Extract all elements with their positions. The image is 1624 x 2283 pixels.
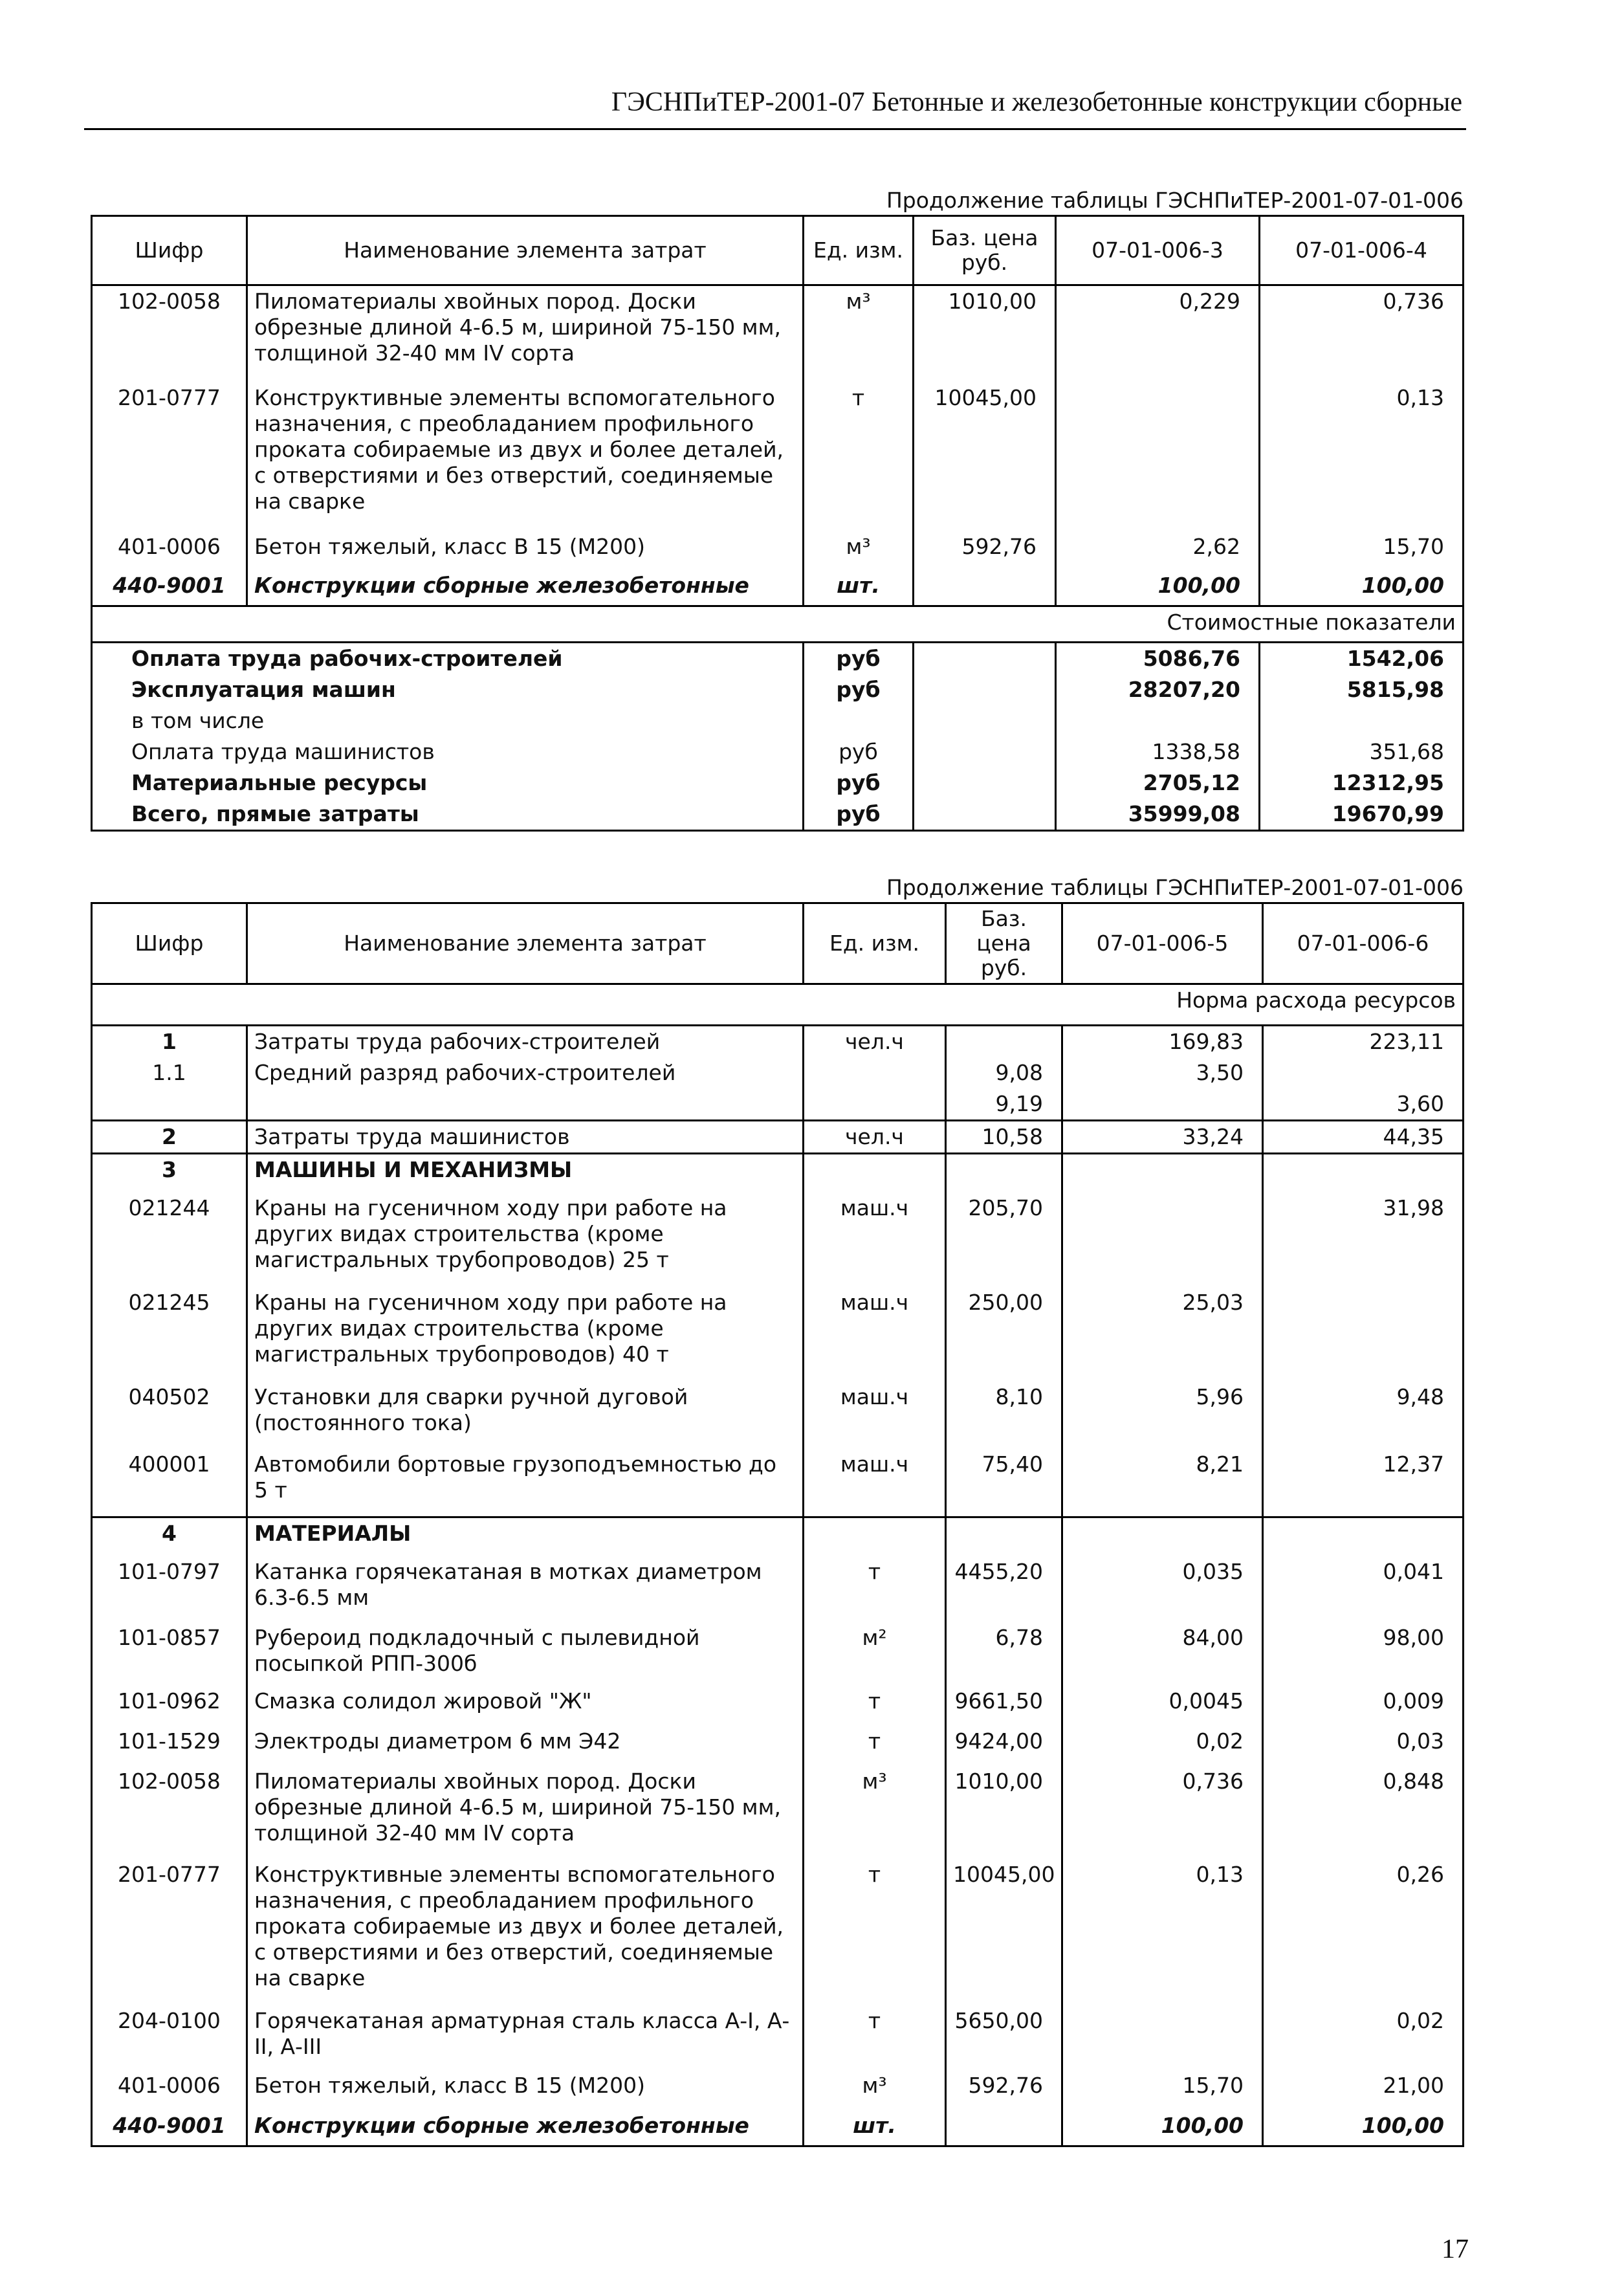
row-price: 9424,00 xyxy=(946,1726,1062,1766)
row-name: Затраты труда рабочих-строителей xyxy=(247,1026,804,1058)
row-name: Горячекатаная арматурная сталь класса А-I, А-II, А-III xyxy=(247,2005,804,2070)
row-value-2 xyxy=(1263,1154,1464,1193)
row-name: Бетон тяжелый, класс В 15 (М200) xyxy=(247,531,804,570)
row-unit: т xyxy=(804,1726,946,1766)
section-title-row xyxy=(92,984,1464,1026)
table2-header-row xyxy=(92,903,1464,984)
row-unit xyxy=(804,1517,946,1556)
row-name: Электроды диаметром 6 мм Э42 xyxy=(247,1726,804,1766)
row-code: 1.1 xyxy=(92,1057,247,1088)
row-price xyxy=(914,570,1056,606)
row-price: 8,10 xyxy=(946,1382,1062,1449)
cost-price-empty xyxy=(914,674,1056,705)
row-code: 040502 xyxy=(92,1382,247,1449)
table-row xyxy=(92,570,1464,606)
row-name: Затраты труда машинистов xyxy=(247,1121,804,1154)
row-price: 75,40 xyxy=(946,1449,1062,1517)
col-header-name: Наименование элемента затрат xyxy=(247,903,804,984)
row-value-2: 0,736 xyxy=(1260,285,1464,382)
row-value-1: 15,70 xyxy=(1062,2070,1263,2110)
row-value-2: 12,37 xyxy=(1263,1449,1464,1517)
section-row xyxy=(92,1154,1464,1193)
row-name: Конструктивные элементы вспомогательного назначения, с преобладанием профильного проката собираемые из двух и более деталей, с отверстиями и без отверстий, соединяемые на сварке xyxy=(247,382,804,531)
col-header-code: Шифр xyxy=(92,216,247,285)
row-code: 3 xyxy=(92,1154,247,1193)
cost-value-1: 2705,12 xyxy=(1056,767,1260,799)
row-unit: маш.ч xyxy=(804,1193,946,1287)
row-name: Смазка солидол жировой "Ж" xyxy=(247,1686,804,1726)
table-row xyxy=(92,1121,1464,1154)
table-row xyxy=(92,1088,1464,1121)
row-unit: т xyxy=(804,1686,946,1726)
row-price xyxy=(946,1154,1062,1193)
row-name: Установки для сварки ручной дуговой (постоянного тока) xyxy=(247,1382,804,1449)
row-value-1: 0,02 xyxy=(1062,1726,1263,1766)
cost-value-1: 35999,08 xyxy=(1056,799,1260,831)
row-value-2: 0,26 xyxy=(1263,1859,1464,2005)
row-value-1: 8,21 xyxy=(1062,1449,1263,1517)
cost-unit: руб xyxy=(804,767,914,799)
row-value-1 xyxy=(1062,1517,1263,1556)
row-price: 1010,00 xyxy=(946,1766,1062,1859)
row-unit: т xyxy=(804,382,914,531)
row-code: 440-9001 xyxy=(92,570,247,606)
table1-caption: Продолжение таблицы ГЭСНПиТЕР-2001-07-01-006 xyxy=(886,188,1464,213)
row-name: Краны на гусеничном ходу при работе на других видах строительства (кроме магистральных трубопроводов) 40 т xyxy=(247,1287,804,1382)
running-header: ГЭСНПиТЕР-2001-07 Бетонные и железобетонные конструкции сборные xyxy=(611,87,1462,117)
row-value-1: 33,24 xyxy=(1062,1121,1263,1154)
row-value-2: 0,848 xyxy=(1263,1766,1464,1859)
row-price: 9,19 xyxy=(946,1088,1062,1121)
row-value-1: 0,0045 xyxy=(1062,1686,1263,1726)
row-price: 250,00 xyxy=(946,1287,1062,1382)
row-code: 102-0058 xyxy=(92,1766,247,1859)
row-value-1: 169,83 xyxy=(1062,1026,1263,1058)
row-value-1: 3,50 xyxy=(1062,1057,1263,1088)
col-header-code: Шифр xyxy=(92,903,247,984)
row-value-1 xyxy=(1062,1154,1263,1193)
table-row xyxy=(92,1026,1464,1058)
col-header-variant-6: 07-01-006-6 xyxy=(1263,903,1464,984)
row-value-1: 100,00 xyxy=(1062,2110,1263,2146)
cost-value-2 xyxy=(1260,705,1464,736)
cost-value-1: 1338,58 xyxy=(1056,736,1260,767)
table-row xyxy=(92,531,1464,570)
col-header-unit: Ед. изм. xyxy=(804,216,914,285)
row-unit: маш.ч xyxy=(804,1382,946,1449)
cost-row xyxy=(92,643,1464,675)
row-code: 1 xyxy=(92,1026,247,1058)
cost-price-empty xyxy=(914,643,1056,675)
row-price: 10045,00 xyxy=(914,382,1056,531)
row-code: 102-0058 xyxy=(92,285,247,382)
row-value-2: 0,13 xyxy=(1260,382,1464,531)
row-unit: м² xyxy=(804,1622,946,1686)
cost-value-2: 1542,06 xyxy=(1260,643,1464,675)
cost-value-2: 351,68 xyxy=(1260,736,1464,767)
row-value-1: 100,00 xyxy=(1056,570,1260,606)
row-code: 101-0797 xyxy=(92,1556,247,1622)
row-name: Рубероид подкладочный с пылевидной посыпкой РПП-300б xyxy=(247,1622,804,1686)
table-row xyxy=(92,382,1464,531)
cost-value-1 xyxy=(1056,705,1260,736)
header-rule xyxy=(84,128,1466,130)
cost-value-2: 12312,95 xyxy=(1260,767,1464,799)
row-name: Конструкции сборные железобетонные xyxy=(247,2110,804,2146)
row-unit: маш.ч xyxy=(804,1449,946,1517)
row-code: 021245 xyxy=(92,1287,247,1382)
row-value-1: 84,00 xyxy=(1062,1622,1263,1686)
row-unit: м³ xyxy=(804,285,914,382)
table-row xyxy=(92,285,1464,382)
cost-name: в том числе xyxy=(92,705,804,736)
row-value-1: 25,03 xyxy=(1062,1287,1263,1382)
table-row xyxy=(92,1556,1464,1622)
row-value-1 xyxy=(1062,2005,1263,2070)
row-unit: чел.ч xyxy=(804,1121,946,1154)
row-price: 9,08 xyxy=(946,1057,1062,1088)
col-header-variant-5: 07-01-006-5 xyxy=(1062,903,1263,984)
row-value-2: 0,009 xyxy=(1263,1686,1464,1726)
row-code: 401-0006 xyxy=(92,531,247,570)
table-row xyxy=(92,1287,1464,1382)
norm-section-title: Норма расхода ресурсов xyxy=(92,984,1464,1026)
row-unit: т xyxy=(804,1859,946,2005)
row-price: 6,78 xyxy=(946,1622,1062,1686)
table-row xyxy=(92,1622,1464,1686)
cost-row-total xyxy=(92,799,1464,831)
table-row xyxy=(92,1766,1464,1859)
cost-unit xyxy=(804,705,914,736)
row-value-2: 44,35 xyxy=(1263,1121,1464,1154)
cost-price-empty xyxy=(914,736,1056,767)
row-value-2: 3,60 xyxy=(1263,1088,1464,1121)
row-unit xyxy=(804,1088,946,1121)
row-name: Пиломатериалы хвойных пород. Доски обрезные длиной 4-6.5 м, шириной 75-150 мм, толщиной 32-40 мм IV сорта xyxy=(247,1766,804,1859)
row-unit: шт. xyxy=(804,570,914,606)
row-name: Бетон тяжелый, класс В 15 (М200) xyxy=(247,2070,804,2110)
col-header-price: Баз. цена руб. xyxy=(914,216,1056,285)
row-price: 5650,00 xyxy=(946,2005,1062,2070)
cost-name: Оплата труда рабочих-строителей xyxy=(92,643,804,675)
cost-unit: руб xyxy=(804,643,914,675)
row-name xyxy=(247,1088,804,1121)
row-value-2: 98,00 xyxy=(1263,1622,1464,1686)
row-value-2: 0,041 xyxy=(1263,1556,1464,1622)
cost-price-empty xyxy=(914,767,1056,799)
row-price: 9661,50 xyxy=(946,1686,1062,1726)
row-code: 101-0962 xyxy=(92,1686,247,1726)
row-price: 592,76 xyxy=(914,531,1056,570)
row-code: 2 xyxy=(92,1121,247,1154)
row-value-1: 0,229 xyxy=(1056,285,1260,382)
table1-header-row xyxy=(92,216,1464,285)
row-code: 021244 xyxy=(92,1193,247,1287)
row-code: 101-1529 xyxy=(92,1726,247,1766)
row-value-1: 0,035 xyxy=(1062,1556,1263,1622)
row-value-2: 0,03 xyxy=(1263,1726,1464,1766)
row-name: Краны на гусеничном ходу при работе на других видах строительства (кроме магистральных трубопроводов) 25 т xyxy=(247,1193,804,1287)
row-unit: м³ xyxy=(804,531,914,570)
page-number: 17 xyxy=(1442,2234,1469,2264)
row-price: 4455,20 xyxy=(946,1556,1062,1622)
table-row xyxy=(92,1057,1464,1088)
table1 xyxy=(91,215,1464,832)
row-code: 400001 xyxy=(92,1449,247,1517)
table-row xyxy=(92,1382,1464,1449)
row-name: МАШИНЫ И МЕХАНИЗМЫ xyxy=(247,1154,804,1193)
row-unit: т xyxy=(804,2005,946,2070)
row-value-2: 31,98 xyxy=(1263,1193,1464,1287)
row-code: 204-0100 xyxy=(92,2005,247,2070)
row-value-1 xyxy=(1056,382,1260,531)
row-value-2: 15,70 xyxy=(1260,531,1464,570)
row-value-1: 5,96 xyxy=(1062,1382,1263,1449)
row-unit xyxy=(804,1057,946,1088)
cost-section-title: Стоимостные показатели xyxy=(92,606,1464,643)
cost-name: Эксплуатация машин xyxy=(92,674,804,705)
row-code: 401-0006 xyxy=(92,2070,247,2110)
cost-value-1: 5086,76 xyxy=(1056,643,1260,675)
row-price: 10,58 xyxy=(946,1121,1062,1154)
row-code: 4 xyxy=(92,1517,247,1556)
row-name: Конструктивные элементы вспомогательного назначения, с преобладанием профильного проката собираемые из двух и более деталей, с отверстиями и без отверстий, соединяемые на сварке xyxy=(247,1859,804,2005)
table-row xyxy=(92,1193,1464,1287)
cost-price-empty xyxy=(914,799,1056,831)
cost-unit: руб xyxy=(804,674,914,705)
row-value-2: 9,48 xyxy=(1263,1382,1464,1449)
row-code: 201-0777 xyxy=(92,1859,247,2005)
cost-unit: руб xyxy=(804,799,914,831)
table-row xyxy=(92,1686,1464,1726)
cost-value-1: 28207,20 xyxy=(1056,674,1260,705)
section-row xyxy=(92,1517,1464,1556)
col-header-price: Баз. цена руб. xyxy=(946,903,1062,984)
row-unit: м³ xyxy=(804,1766,946,1859)
table-row xyxy=(92,2005,1464,2070)
cost-unit: руб xyxy=(804,736,914,767)
cost-name: Всего, прямые затраты xyxy=(92,799,804,831)
row-code: 201-0777 xyxy=(92,382,247,531)
row-value-1: 0,736 xyxy=(1062,1766,1263,1859)
row-price xyxy=(946,2110,1062,2146)
row-unit: чел.ч xyxy=(804,1026,946,1058)
row-price: 10045,00 xyxy=(946,1859,1062,2005)
row-value-2: 21,00 xyxy=(1263,2070,1464,2110)
cost-name: Материальные ресурсы xyxy=(92,767,804,799)
section-title-row xyxy=(92,606,1464,643)
table-row xyxy=(92,1859,1464,2005)
row-unit xyxy=(804,1154,946,1193)
cost-name: Оплата труда машинистов xyxy=(92,736,804,767)
row-value-2: 223,11 xyxy=(1263,1026,1464,1058)
cost-row xyxy=(92,736,1464,767)
row-code xyxy=(92,1088,247,1121)
cost-row xyxy=(92,767,1464,799)
table-row xyxy=(92,2070,1464,2110)
cost-row xyxy=(92,674,1464,705)
row-price: 205,70 xyxy=(946,1193,1062,1287)
cost-row xyxy=(92,705,1464,736)
row-name: МАТЕРИАЛЫ xyxy=(247,1517,804,1556)
col-header-variant-4: 07-01-006-4 xyxy=(1260,216,1464,285)
cost-value-2: 19670,99 xyxy=(1260,799,1464,831)
table-row xyxy=(92,1726,1464,1766)
row-value-1 xyxy=(1062,1088,1263,1121)
cost-value-2: 5815,98 xyxy=(1260,674,1464,705)
row-name: Катанка горячекатаная в мотках диаметром 6.3-6.5 мм xyxy=(247,1556,804,1622)
row-value-2: 100,00 xyxy=(1263,2110,1464,2146)
row-value-1 xyxy=(1062,1193,1263,1287)
col-header-name: Наименование элемента затрат xyxy=(247,216,804,285)
row-price xyxy=(946,1026,1062,1058)
row-unit: м³ xyxy=(804,2070,946,2110)
row-value-1: 2,62 xyxy=(1056,531,1260,570)
row-unit: шт. xyxy=(804,2110,946,2146)
row-unit: маш.ч xyxy=(804,1287,946,1382)
row-value-2: 0,02 xyxy=(1263,2005,1464,2070)
row-name: Конструкции сборные железобетонные xyxy=(247,570,804,606)
row-code: 101-0857 xyxy=(92,1622,247,1686)
table-row xyxy=(92,1449,1464,1517)
row-value-2 xyxy=(1263,1057,1464,1088)
row-value-2: 100,00 xyxy=(1260,570,1464,606)
row-price: 592,76 xyxy=(946,2070,1062,2110)
cost-price-empty xyxy=(914,705,1056,736)
row-value-1: 0,13 xyxy=(1062,1859,1263,2005)
row-price xyxy=(946,1517,1062,1556)
row-unit: т xyxy=(804,1556,946,1622)
col-header-variant-3: 07-01-006-3 xyxy=(1056,216,1260,285)
row-value-2 xyxy=(1263,1287,1464,1382)
col-header-unit: Ед. изм. xyxy=(804,903,946,984)
row-value-2 xyxy=(1263,1517,1464,1556)
row-price: 1010,00 xyxy=(914,285,1056,382)
table2-caption: Продолжение таблицы ГЭСНПиТЕР-2001-07-01-006 xyxy=(886,875,1464,900)
row-code: 440-9001 xyxy=(92,2110,247,2146)
row-name: Средний разряд рабочих-строителей xyxy=(247,1057,804,1088)
table-row xyxy=(92,2110,1464,2146)
row-name: Автомобили бортовые грузоподъемностью до 5 т xyxy=(247,1449,804,1517)
table2 xyxy=(91,902,1464,2147)
row-name: Пиломатериалы хвойных пород. Доски обрезные длиной 4-6.5 м, шириной 75-150 мм, толщиной 32-40 мм IV сорта xyxy=(247,285,804,382)
